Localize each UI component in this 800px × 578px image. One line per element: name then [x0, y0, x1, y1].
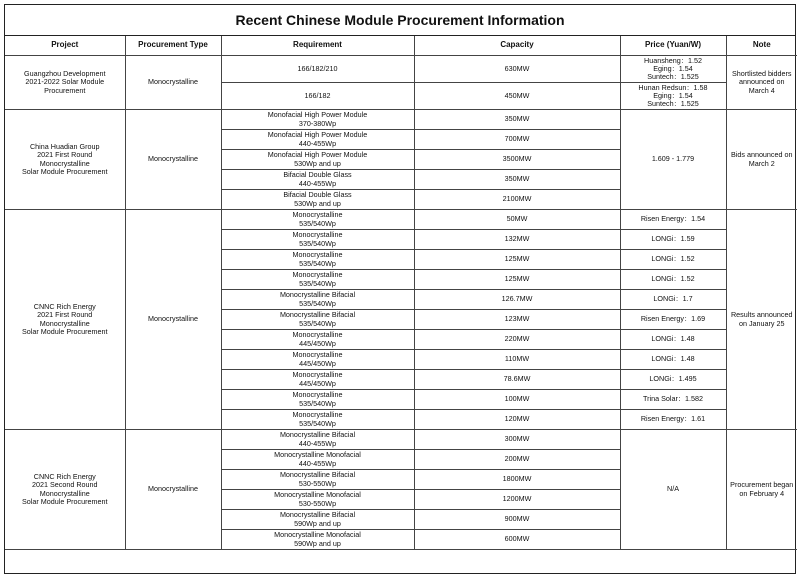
- table-row: [5, 210, 797, 230]
- note-cell: [726, 56, 797, 110]
- requirement-cell: [221, 350, 414, 370]
- capacity-text: 350MW: [504, 114, 530, 124]
- capacity-cell: [414, 250, 620, 270]
- project-line: Monocrystalline: [39, 488, 90, 498]
- capacity-cell: [414, 530, 620, 550]
- project-line: Procurement: [44, 85, 86, 95]
- requirement-line: 535/540Wp: [299, 278, 336, 288]
- price-text: LONGi：1.7: [653, 294, 693, 304]
- capacity-cell: [414, 330, 620, 350]
- requirement-line: 445/450Wp: [299, 338, 336, 348]
- price-text: LONGi：1.495: [649, 374, 697, 384]
- header-row: [5, 36, 797, 56]
- capacity-cell: [414, 56, 620, 83]
- requirement-line: 166/182/210: [297, 63, 338, 73]
- requirement-line: Monocrystalline: [292, 270, 343, 280]
- note-line: Results announced: [730, 310, 793, 320]
- requirement-line: 535/540Wp: [299, 318, 336, 328]
- capacity-text: 1200MW: [502, 494, 532, 504]
- capacity-cell: [414, 490, 620, 510]
- requirement-cell: [221, 130, 414, 150]
- requirement-cell: [221, 390, 414, 410]
- capacity-text: 78.6MW: [503, 374, 531, 384]
- requirement-cell: [221, 56, 414, 83]
- project-line: Solar Module Procurement: [22, 166, 108, 176]
- requirement-line: Monocrystalline: [292, 230, 343, 240]
- project-cell: [5, 210, 125, 430]
- project-line: China Huadian Group: [29, 141, 100, 151]
- project-line: Monocrystalline: [39, 158, 90, 168]
- capacity-text: 900MW: [504, 514, 530, 524]
- requirement-line: 440-455Wp: [298, 178, 337, 188]
- requirement-line: 535/540Wp: [299, 258, 336, 268]
- requirement-cell: [221, 510, 414, 530]
- price-cell: [620, 390, 726, 410]
- requirement-line: Monocrystalline: [292, 210, 343, 220]
- requirement-line: 590Wp and up: [294, 518, 341, 528]
- header-procurement-type: Procurement Type: [125, 36, 221, 56]
- price-cell: [620, 330, 726, 350]
- price-text: Risen Energy：1.69: [640, 314, 706, 324]
- requirement-line: 440-455Wp: [298, 438, 337, 448]
- project-line: CNNC Rich Energy: [33, 301, 96, 311]
- requirement-cell: [221, 290, 414, 310]
- requirement-cell: [221, 250, 414, 270]
- project-line: Solar Module Procurement: [22, 496, 108, 506]
- requirement-line: 530-550Wp: [298, 498, 337, 508]
- note-line: announced on: [738, 77, 785, 87]
- project-line: 2021 First Round: [37, 150, 93, 160]
- capacity-text: 3500MW: [502, 154, 532, 164]
- requirement-line: Monocrystalline: [292, 250, 343, 260]
- table-row: [5, 110, 797, 130]
- capacity-cell: [414, 310, 620, 330]
- project-cell: [5, 110, 125, 210]
- requirement-line: 530Wp and up: [294, 198, 341, 208]
- requirement-line: 370-380Wp: [298, 118, 337, 128]
- requirement-line: Bifacial Double Glass: [283, 170, 352, 180]
- procurement-type-cell: [125, 110, 221, 210]
- note-cell: [726, 210, 797, 430]
- requirement-line: 535/540Wp: [299, 298, 336, 308]
- capacity-cell: [414, 350, 620, 370]
- table-row: [5, 56, 797, 83]
- price-cell: [620, 270, 726, 290]
- note-line: March 2: [748, 158, 775, 168]
- requirement-line: 440-455Wp: [298, 138, 337, 148]
- requirement-cell: [221, 450, 414, 470]
- price-text: Hunan Redsun：1.58: [638, 82, 708, 92]
- capacity-text: 450MW: [504, 90, 530, 100]
- note-cell: [726, 110, 797, 210]
- price-cell: [620, 110, 726, 210]
- requirement-cell: [221, 530, 414, 550]
- table-title: Recent Chinese Module Procurement Information: [5, 5, 795, 36]
- capacity-cell: [414, 510, 620, 530]
- header-price: Price (Yuan/W): [620, 36, 726, 56]
- requirement-cell: [221, 190, 414, 210]
- capacity-text: 123MW: [504, 314, 530, 324]
- requirement-line: 166/182: [304, 90, 331, 100]
- project-line: 2021 First Round: [37, 310, 93, 320]
- capacity-text: 1800MW: [502, 474, 532, 484]
- price-cell: [620, 430, 726, 550]
- capacity-text: 220MW: [504, 334, 530, 344]
- requirement-line: Monocrystalline Bifacial: [279, 310, 356, 320]
- capacity-cell: [414, 390, 620, 410]
- note-line: on January 25: [738, 318, 785, 328]
- capacity-text: 126.7MW: [501, 294, 533, 304]
- requirement-line: Bifacial Double Glass: [283, 190, 352, 200]
- project-line: Solar Module Procurement: [22, 326, 108, 336]
- price-cell: [620, 370, 726, 390]
- note-cell: [726, 430, 797, 550]
- capacity-cell: [414, 150, 620, 170]
- price-text: LONGi：1.59: [651, 234, 695, 244]
- price-text: Trina Solar：1.582: [642, 394, 704, 404]
- requirement-line: Monofacial High Power Module: [267, 130, 368, 140]
- requirement-line: Monocrystalline Monofacial: [274, 530, 361, 540]
- capacity-cell: [414, 370, 620, 390]
- project-line: Monocrystalline: [39, 318, 90, 328]
- capacity-cell: [414, 430, 620, 450]
- header-capacity: Capacity: [414, 36, 620, 56]
- capacity-cell: [414, 410, 620, 430]
- capacity-text: 125MW: [504, 254, 530, 264]
- requirement-line: 590Wp and up: [294, 538, 341, 548]
- requirement-line: Monocrystalline Bifacial: [279, 510, 356, 520]
- procurement-type-cell: [125, 430, 221, 550]
- capacity-cell: [414, 190, 620, 210]
- price-cell: [620, 410, 726, 430]
- capacity-cell: [414, 83, 620, 110]
- requirement-cell: [221, 410, 414, 430]
- note-line: Procurement began: [730, 480, 794, 490]
- capacity-text: 350MW: [504, 174, 530, 184]
- project-line: CNNC Rich Energy: [33, 471, 96, 481]
- requirement-cell: [221, 150, 414, 170]
- requirement-cell: [221, 210, 414, 230]
- requirement-line: 530-550Wp: [298, 478, 337, 488]
- price-text: LONGi：1.48: [651, 334, 695, 344]
- project-cell: [5, 56, 125, 110]
- requirement-line: Monocrystalline Monofacial: [274, 490, 361, 500]
- requirement-line: 530Wp and up: [294, 158, 341, 168]
- procurement-type-text: Monocrystalline: [148, 484, 198, 494]
- price-cell: [620, 250, 726, 270]
- requirement-line: 535/540Wp: [299, 218, 336, 228]
- requirement-cell: [221, 230, 414, 250]
- price-cell: [620, 56, 726, 83]
- project-line: Guangzhou Development: [23, 68, 106, 78]
- price-cell: [620, 290, 726, 310]
- capacity-text: 2100MW: [502, 194, 532, 204]
- requirement-cell: [221, 270, 414, 290]
- requirement-cell: [221, 310, 414, 330]
- procurement-type-text: Monocrystalline: [148, 77, 198, 87]
- price-text: N/A: [667, 484, 679, 494]
- price-text: LONGi：1.52: [651, 254, 695, 264]
- header-project: Project: [5, 36, 125, 56]
- requirement-cell: [221, 110, 414, 130]
- price-cell: [620, 310, 726, 330]
- capacity-cell: [414, 270, 620, 290]
- requirement-line: 535/540Wp: [299, 238, 336, 248]
- requirement-cell: [221, 490, 414, 510]
- price-text: LONGi：1.52: [651, 274, 695, 284]
- capacity-text: 110MW: [504, 354, 530, 364]
- price-cell: [620, 230, 726, 250]
- price-text: Huansheng：1.52: [644, 55, 702, 65]
- requirement-line: Monocrystalline Bifacial: [279, 470, 356, 480]
- requirement-line: Monofacial High Power Module: [267, 110, 368, 120]
- requirement-cell: [221, 330, 414, 350]
- requirement-line: Monocrystalline: [292, 410, 343, 420]
- project-line: 2021 Second Round: [31, 480, 98, 490]
- price-text: Risen Energy：1.61: [640, 414, 706, 424]
- capacity-text: 300MW: [504, 434, 530, 444]
- procurement-type-cell: [125, 210, 221, 430]
- procurement-table-frame: [4, 4, 796, 574]
- note-line: Shortlisted bidders: [731, 68, 792, 78]
- price-cell: [620, 350, 726, 370]
- capacity-cell: [414, 110, 620, 130]
- requirement-line: Monocrystalline Bifacial: [279, 290, 356, 300]
- table-body: [5, 56, 797, 550]
- procurement-type-text: Monocrystalline: [148, 314, 198, 324]
- requirement-line: Monocrystalline: [292, 350, 343, 360]
- capacity-text: 630MW: [504, 63, 530, 73]
- price-cell: [620, 210, 726, 230]
- requirement-cell: [221, 430, 414, 450]
- procurement-type-text: Monocrystalline: [148, 154, 198, 164]
- procurement-type-cell: [125, 56, 221, 110]
- price-text: 1.609 - 1.779: [651, 154, 695, 164]
- capacity-cell: [414, 230, 620, 250]
- requirement-line: Monocrystalline: [292, 330, 343, 340]
- price-text: Suntech：1.525: [647, 72, 699, 82]
- requirement-line: 445/450Wp: [299, 378, 336, 388]
- project-line: 2021-2022 Solar Module: [25, 77, 105, 87]
- requirement-line: Monofacial High Power Module: [267, 150, 368, 160]
- requirement-cell: [221, 83, 414, 110]
- requirement-line: Monocrystalline: [292, 370, 343, 380]
- capacity-text: 120MW: [504, 414, 530, 424]
- capacity-cell: [414, 130, 620, 150]
- capacity-cell: [414, 210, 620, 230]
- header-requirement: Requirement: [221, 36, 414, 56]
- requirement-line: 440-455Wp: [298, 458, 337, 468]
- requirement-cell: [221, 170, 414, 190]
- capacity-cell: [414, 290, 620, 310]
- price-text: Eging：1.54: [653, 90, 693, 100]
- capacity-text: 50MW: [506, 214, 528, 224]
- project-cell: [5, 430, 125, 550]
- capacity-text: 600MW: [504, 534, 530, 544]
- requirement-cell: [221, 470, 414, 490]
- requirement-line: 535/540Wp: [299, 418, 336, 428]
- requirement-line: Monocrystalline Monofacial: [274, 450, 361, 460]
- capacity-text: 100MW: [504, 394, 530, 404]
- requirement-cell: [221, 370, 414, 390]
- procurement-table: [5, 36, 797, 550]
- note-line: March 4: [748, 85, 775, 95]
- capacity-cell: [414, 470, 620, 490]
- requirement-line: Monocrystalline: [292, 390, 343, 400]
- price-cell: [620, 83, 726, 110]
- capacity-text: 200MW: [504, 454, 530, 464]
- capacity-cell: [414, 450, 620, 470]
- capacity-cell: [414, 170, 620, 190]
- capacity-text: 125MW: [504, 274, 530, 284]
- price-text: Risen Energy：1.54: [640, 214, 706, 224]
- requirement-line: Monocrystalline Bifacial: [279, 430, 356, 440]
- table-row: [5, 430, 797, 450]
- price-text: Suntech：1.525: [647, 99, 699, 109]
- requirement-line: 535/540Wp: [299, 398, 336, 408]
- price-text: LONGi：1.48: [651, 354, 695, 364]
- capacity-text: 132MW: [504, 234, 530, 244]
- note-line: on February 4: [739, 488, 785, 498]
- note-line: Bids announced on: [730, 150, 793, 160]
- price-text: Eging：1.54: [653, 63, 693, 73]
- requirement-line: 445/450Wp: [299, 358, 336, 368]
- capacity-text: 700MW: [504, 134, 530, 144]
- header-note: Note: [726, 36, 797, 56]
